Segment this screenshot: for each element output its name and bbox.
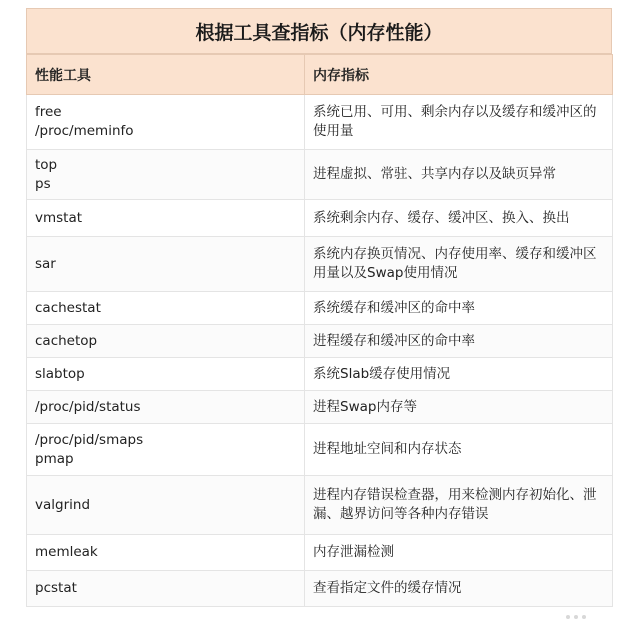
tool-name: /proc/meminfo xyxy=(35,123,134,139)
tool-name: valgrind xyxy=(35,496,91,513)
metric-cell: 进程缓存和缓冲区的命中率 xyxy=(305,325,613,358)
header-row xyxy=(27,55,613,95)
table-row xyxy=(27,95,613,150)
metric-cell: 进程虚拟、常驻、共享内存以及缺页异常 xyxy=(305,150,613,200)
table-title: 根据工具查指标（内存性能） xyxy=(26,8,612,54)
header-tools: 性能工具 xyxy=(27,55,305,95)
metric-cell: 系统缓存和缓冲区的命中率 xyxy=(305,292,613,325)
metric-cell: 系统Slab缓存使用情况 xyxy=(305,358,613,391)
tool-cell xyxy=(27,391,305,424)
tool-name: slabtop xyxy=(35,365,85,382)
tool-cell xyxy=(27,237,305,292)
tool-name: pmap xyxy=(35,450,74,467)
metric-cell: 进程内存错误检查器，用来检测内存初始化、泄漏、越界访问等各种内存错误 xyxy=(305,476,613,535)
metric-cell: 查看指定文件的缓存情况 xyxy=(305,571,613,607)
table-row xyxy=(27,391,613,424)
table-row xyxy=(27,571,613,607)
table-row xyxy=(27,535,613,571)
memory-tools-table xyxy=(26,8,612,607)
table-body xyxy=(27,95,613,607)
tool-name: /proc/pid/status xyxy=(35,398,141,415)
tool-cell xyxy=(27,150,305,200)
tool-cell xyxy=(27,476,305,535)
tool-name: vmstat xyxy=(35,209,83,226)
tool-name: cachestat xyxy=(35,299,101,316)
tool-name: free xyxy=(35,104,62,120)
tool-name: memleak xyxy=(35,544,98,560)
tool-cell xyxy=(27,200,305,237)
tool-name: top xyxy=(35,156,58,173)
tool-cell xyxy=(27,571,305,607)
table-row xyxy=(27,424,613,476)
metric-cell: 进程地址空间和内存状态 xyxy=(305,424,613,476)
tool-cell xyxy=(27,325,305,358)
table-row xyxy=(27,476,613,535)
tools-table xyxy=(26,54,613,607)
metric-cell: 系统已用、可用、剩余内存以及缓存和缓冲区的使用量 xyxy=(305,95,613,150)
tool-cell xyxy=(27,358,305,391)
tool-name: ps xyxy=(35,175,51,192)
header-metrics: 内存指标 xyxy=(305,55,613,95)
table-row xyxy=(27,325,613,358)
tool-cell xyxy=(27,535,305,571)
tool-cell xyxy=(27,95,305,150)
table-row xyxy=(27,237,613,292)
tool-cell xyxy=(27,292,305,325)
table-row xyxy=(27,150,613,200)
table-row xyxy=(27,292,613,325)
tool-name: pcstat xyxy=(35,580,77,596)
tool-cell xyxy=(27,424,305,476)
table-row xyxy=(27,200,613,237)
metric-cell: 系统内存换页情况、内存使用率、缓存和缓冲区用量以及Swap使用情况 xyxy=(305,237,613,292)
table-row xyxy=(27,358,613,391)
watermark xyxy=(566,612,606,622)
tool-name: sar xyxy=(35,255,56,272)
tool-name: cachetop xyxy=(35,332,98,349)
tool-name: /proc/pid/smaps xyxy=(35,431,144,448)
metric-cell: 进程Swap内存等 xyxy=(305,391,613,424)
metric-cell: 系统剩余内存、缓存、缓冲区、换入、换出 xyxy=(305,200,613,237)
metric-cell: 内存泄漏检测 xyxy=(305,535,613,571)
